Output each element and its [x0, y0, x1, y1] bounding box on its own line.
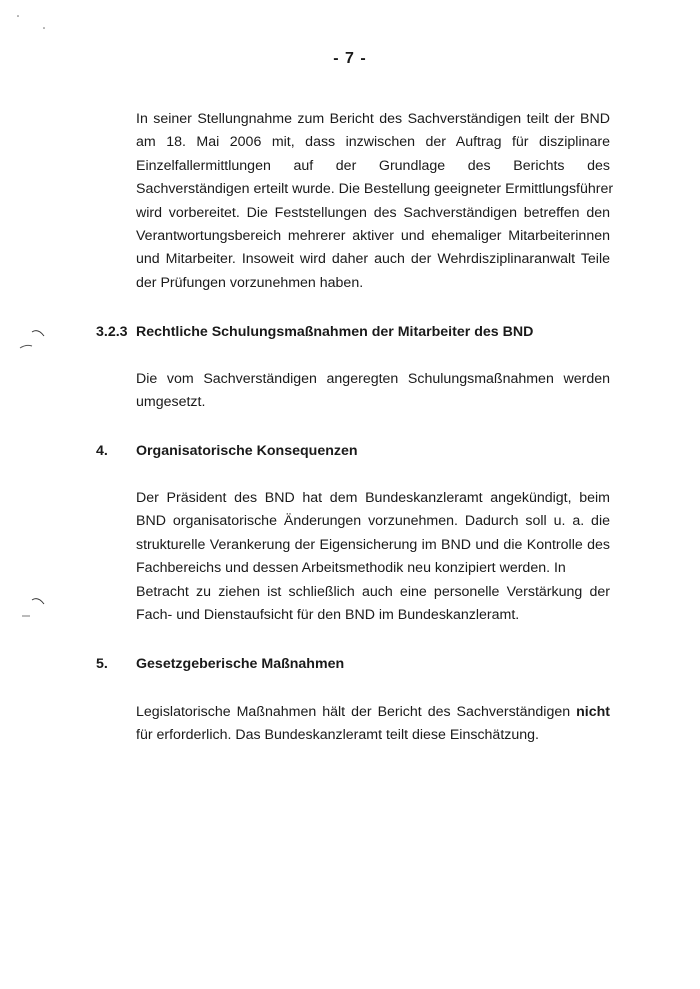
paragraph-line: Sachverständigen erteilt wurde. Die Bestellung geeigneter Ermittlungsführer [136, 181, 614, 198]
paragraph-line: wird vorbereitet. Die Feststellungen des Sachverständigen betreffen den [136, 204, 610, 221]
paragraph-line: strukturelle Verankerung der Eigensicherung im BND und die Kontrolle des [136, 536, 610, 553]
paragraph-line: Die vom Sachverständigen angeregten Schulungsmaßnahmen werden [136, 371, 610, 387]
punch-hole-mark-icon [18, 322, 48, 352]
paragraph-line: der Prüfungen vorzunehmen haben. [136, 274, 364, 291]
paragraph-line: für erforderlich. Das Bundeskanzleramt teilt diese Einschätzung. [136, 727, 539, 744]
section-4-paragraph [136, 487, 610, 627]
section-number: 5. [96, 656, 108, 672]
section-title: Gesetzgeberische Maßnahmen [136, 656, 345, 672]
paragraph-line: Betracht zu ziehen ist schließlich auch eine personelle Verstärkung der [136, 583, 610, 600]
paragraph-line: Der Präsident des BND hat dem Bundeskanzleramt angekündigt, beim [136, 490, 610, 506]
intro-paragraph [136, 108, 614, 295]
scan-speck-icon [14, 10, 54, 40]
section-heading-5 [96, 656, 344, 672]
paragraph-line: am 18. Mai 2006 mit, dass inzwischen der Auftrag für disziplinare [136, 134, 610, 151]
emphasis-text: nicht [576, 704, 610, 720]
paragraph-line: Verantwortungsbereich mehrerer aktiver und ehemaliger Mitarbeiterinnen [136, 228, 610, 245]
paragraph-line: Fach- und Dienstaufsicht für den BND im Bundeskanzleramt. [136, 607, 520, 624]
page-number: - 7 - [333, 50, 367, 67]
section-3-2-3-paragraph [136, 368, 610, 415]
section-title: Organisatorische Konsequenzen [136, 443, 358, 459]
section-heading-4 [96, 443, 358, 459]
section-5-paragraph [136, 701, 610, 748]
section-heading-3-2-3 [96, 324, 533, 340]
paragraph-line: Einzelfallermittlungen auf der Grundlage des Berichts des [136, 157, 610, 174]
paragraph-line: umgesetzt. [136, 394, 206, 411]
section-number: 3.2.3 [96, 324, 128, 340]
paragraph-line: In seiner Stellungnahme zum Bericht des Sachverständigen teilt der BND [136, 111, 610, 127]
paragraph-line: Fachbereichs und dessen Arbeitsmethodik neu konzipiert werden. In [136, 560, 566, 577]
punch-hole-mark-icon [18, 590, 48, 620]
paragraph-line: und Mitarbeiter. Insoweit wird daher auch der Wehrdisziplinaranwalt Teile [136, 251, 610, 268]
section-title: Rechtliche Schulungsmaßnahmen der Mitarbeiter des BND [136, 324, 534, 340]
line-text: Legislatorische Maßnahmen hält der Bericht des Sachverständigen [136, 704, 571, 720]
paragraph-line: BND organisatorische Änderungen vorzunehmen. Dadurch soll u. a. die [136, 513, 610, 530]
section-number: 4. [96, 443, 108, 459]
paragraph-line [136, 701, 610, 724]
